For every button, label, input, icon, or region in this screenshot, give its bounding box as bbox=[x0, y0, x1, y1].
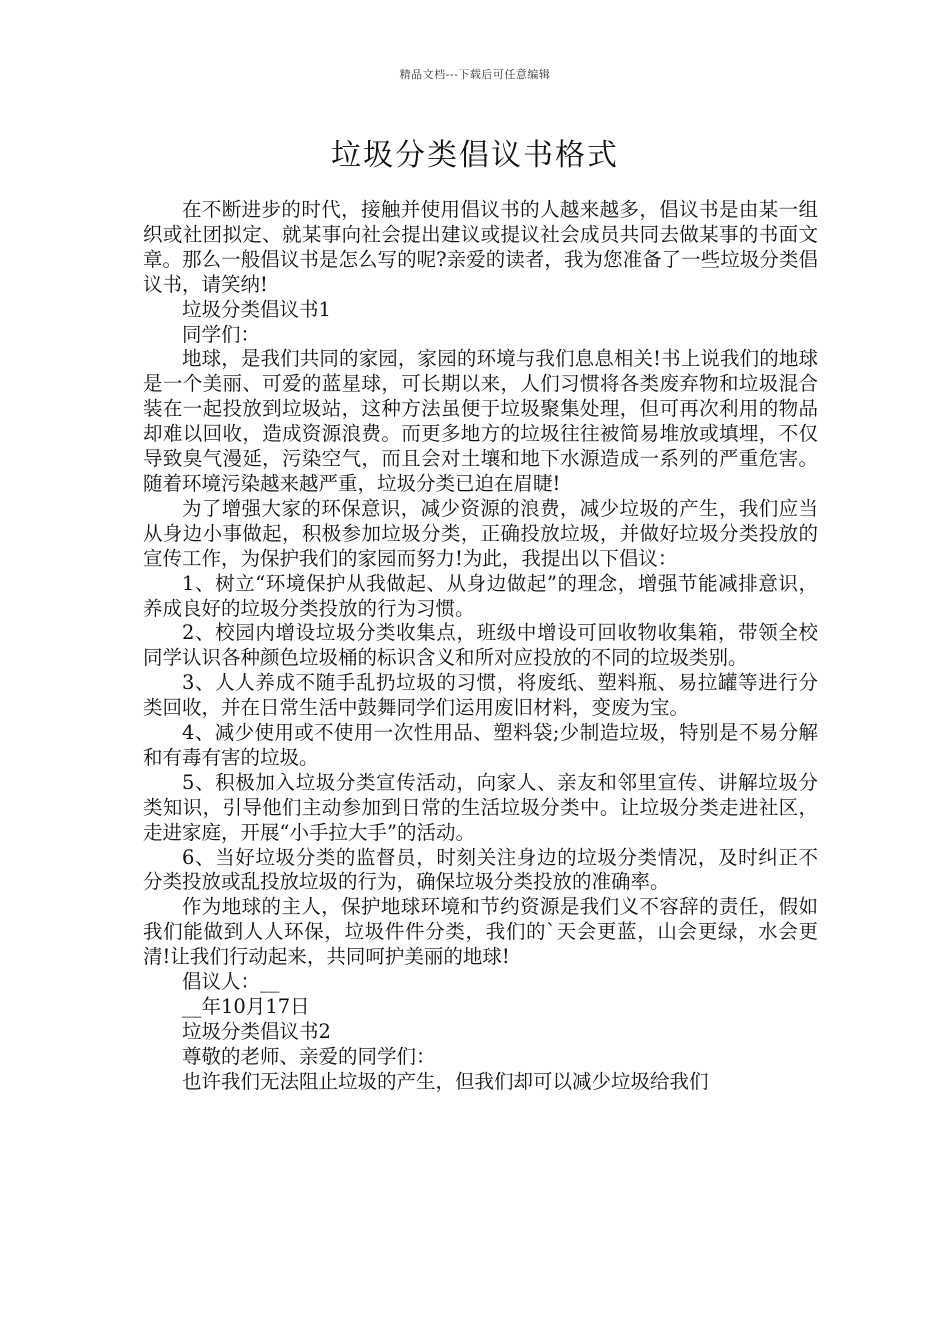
proposal-item-5: 5、积极加入垃圾分类宣传活动，向家人、亲友和邻里宣传、讲解垃圾分类知识，引导他们主动参加到日常的生活垃圾分类中。让垃圾分类走进社区，走进家庭，开展“小手拉大手”的活动。 bbox=[143, 770, 818, 844]
body-paragraph: 为了增强大家的环保意识，减少资源的浪费，减少垃圾的产生，我们应当从身边小事做起，积极参加垃圾分类，正确投放垃圾，并做好垃圾分类投放的宣传工作，为保护我们的家园而努力!为此，我提出以下倡议： bbox=[143, 496, 818, 570]
signature-line: 倡议人：__ bbox=[182, 970, 280, 994]
proposal-item-1: 1、树立“环境保护从我做起、从身边做起”的理念，增强节能减排意识，养成良好的垃圾分类投放的行为习惯。 bbox=[143, 571, 818, 620]
salutation-1: 同学们： bbox=[182, 322, 261, 346]
header-note: 精品文档---下载后可任意编辑 bbox=[399, 68, 551, 81]
section-heading-2: 垃圾分类倡议书2 bbox=[182, 1019, 331, 1043]
proposal-item-3: 3、人人养成不随手乱扔垃圾的习惯，将废纸、塑料瓶、易拉罐等进行分类回收，并在日常生活中鼓舞同学们运用废旧材料，变废为宝。 bbox=[143, 671, 818, 720]
body-paragraph: 地球，是我们共同的家园，家园的环境与我们息息相关!书上说我们的地球是一个美丽、可爱的蓝星球，可长期以来，人们习惯将各类废弃物和垃圾混合装在一起投放到垃圾站，这种方法虽便于垃圾聚集处理，但可再次利用的物品却难以回收，造成资源浪费。而更多地方的垃圾往往被简易堆放或填埋，不仅导致臭气漫延，污染空气，而且会对土壤和地下水源造成一系列的严重危害。随着环境污染越来越严重，垃圾分类已迫在眉睫! bbox=[143, 347, 818, 495]
document-body bbox=[143, 198, 818, 1095]
section-heading-1: 垃圾分类倡议书1 bbox=[182, 297, 331, 321]
date-line: __年10月17日 bbox=[182, 995, 310, 1018]
proposal-item-6: 6、当好垃圾分类的监督员，时刻关注身边的垃圾分类情况，及时纠正不分类投放或乱投放垃圾的行为，确保垃圾分类投放的准确率。 bbox=[143, 845, 818, 894]
proposal-item-4: 4、减少使用或不使用一次性用品、塑料袋;少制造垃圾，特别是不易分解和有毒有害的垃圾。 bbox=[143, 721, 818, 769]
salutation-2: 尊敬的老师、亲爱的同学们： bbox=[182, 1044, 436, 1068]
closing-paragraph: 作为地球的主人，保护地球环境和节约资源是我们义不容辞的责任，假如我们能做到人人环保，垃圾件件分类，我们的`天会更蓝，山会更绿，水会更清!让我们行动起来，共同呵护美丽的地球! bbox=[143, 895, 818, 969]
proposal-item-2: 2、校园内增设垃圾分类收集点，班级中增设可回收物收集箱，带领全校同学认识各种颜色垃圾桶的标识含义和所对应投放的不同的垃圾类别。 bbox=[143, 621, 818, 670]
document-title: 垃圾分类倡议书格式 bbox=[331, 138, 619, 173]
body-paragraph: 也许我们无法阻止垃圾的产生，但我们却可以减少垃圾给我们 bbox=[182, 1069, 709, 1093]
intro-paragraph: 在不断进步的时代，接触并使用倡议书的人越来越多，倡议书是由某一组织或社团拟定、就某事向社会提出建议或提议社会成员共同去做某事的书面文章。那么一般倡议书是怎么写的呢?亲爱的读者，我为您准备了一些垃圾分类倡议书，请笑纳! bbox=[143, 198, 818, 296]
